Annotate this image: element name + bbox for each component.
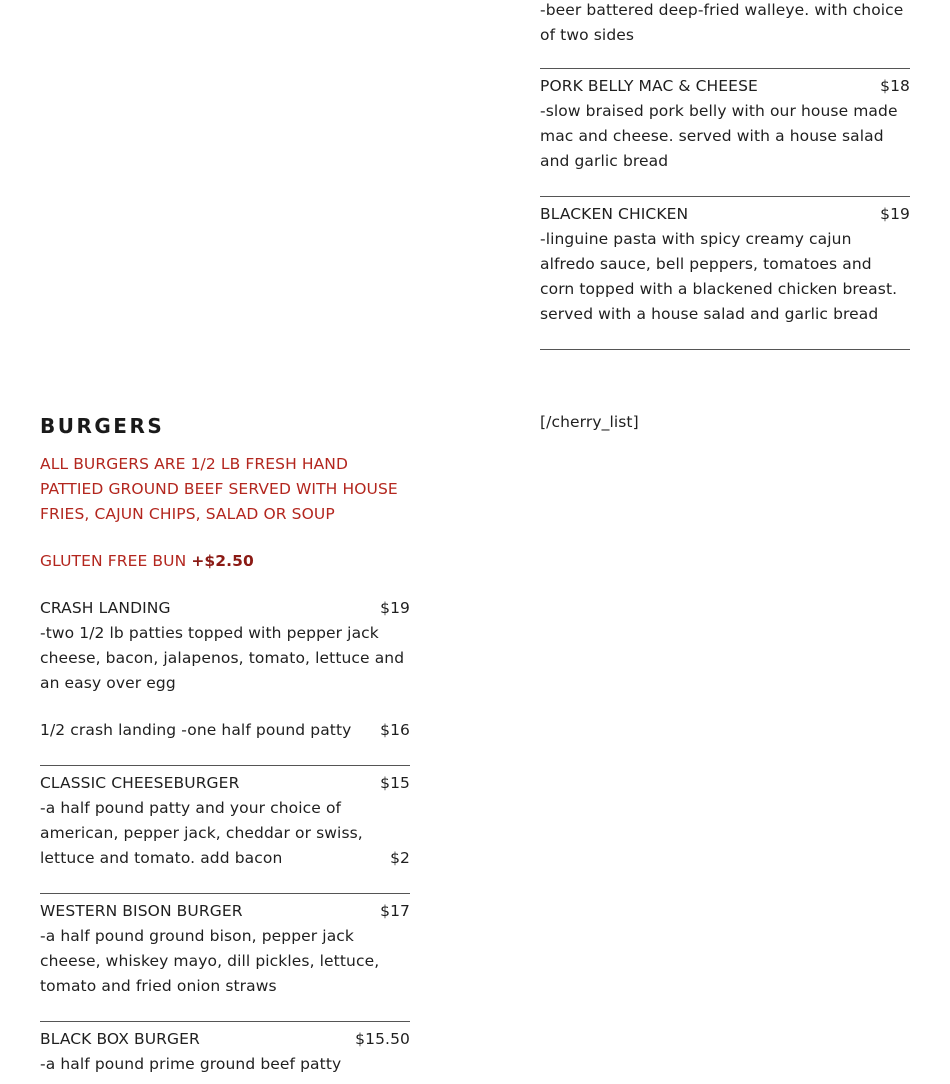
item-name: WESTERN BISON BURGER: [40, 902, 243, 920]
menu-item-western-bison-burger: [40, 899, 410, 999]
item-price: $19: [380, 599, 410, 617]
item-addon: [40, 846, 410, 871]
divider: [540, 68, 910, 69]
item-description: -a half pound ground bison, pepper jack cheese, whiskey mayo, dill pickles, lettuce, tomato and fried onion straws: [40, 927, 380, 995]
item-price: $15: [380, 774, 410, 792]
burgers-notice: ALL BURGERS ARE 1/2 LB FRESH HAND PATTIED GROUND BEEF SERVED WITH HOUSE FRIES, CAJUN CHIPS, SALAD OR SOUP: [40, 455, 398, 523]
walleye-description: -beer battered deep-fried walleye. with choice of two sides: [540, 1, 904, 44]
item-price: $19: [880, 205, 910, 223]
menu-item-crash-landing: [40, 596, 410, 743]
shortcode-text: [/cherry_list]: [540, 413, 639, 431]
menu-item-blacken-chicken: [540, 202, 910, 327]
item-name: BLACKEN CHICKEN: [540, 205, 689, 223]
variant-price: $16: [380, 721, 410, 739]
item-name: CRASH LANDING: [40, 599, 171, 617]
gluten-free-notice: [40, 549, 410, 574]
item-name: CLASSIC CHEESEBURGER: [40, 774, 240, 792]
item-price: $15.50: [355, 1030, 410, 1048]
item-name: PORK BELLY MAC & CHEESE: [540, 77, 758, 95]
gluten-free-label: GLUTEN FREE BUN: [40, 552, 187, 570]
burgers-section: [40, 412, 410, 1077]
gluten-free-price: +$2.50: [191, 552, 254, 570]
divider: [40, 1021, 410, 1022]
menu-item-black-box-burger: [40, 1027, 410, 1077]
menu-item-pork-belly: [540, 74, 910, 174]
item-variant: [40, 718, 410, 743]
divider: [540, 196, 910, 197]
item-description: -a half pound patty and your choice of american, pepper jack, cheddar or swiss,: [40, 799, 363, 842]
item-description: -slow braised pork belly with our house made mac and cheese. served with a house salad and garlic bread: [540, 102, 898, 170]
item-price: $18: [880, 77, 910, 95]
divider: [540, 349, 910, 350]
item-price: $17: [380, 902, 410, 920]
menu-item-classic-cheeseburger: [40, 771, 410, 871]
item-description: -two 1/2 lb patties topped with pepper jack cheese, bacon, jalapenos, tomato, lettuce and an easy over egg: [40, 624, 405, 692]
right-menu-column: [540, 0, 910, 435]
addon-label: lettuce and tomato. add bacon: [40, 849, 283, 867]
item-name: BLACK BOX BURGER: [40, 1030, 200, 1048]
item-description: -linguine pasta with spicy creamy cajun alfredo sauce, bell peppers, tomatoes and corn topped with a blackened chicken breast. served with a house salad and garlic bread: [540, 230, 898, 323]
addon-price: $2: [390, 849, 410, 867]
section-title: BURGERS: [40, 414, 165, 438]
variant-label: 1/2 crash landing -one half pound patty: [40, 721, 352, 739]
item-description: -a half pound prime ground beef patty: [40, 1055, 342, 1073]
divider: [40, 893, 410, 894]
divider: [40, 765, 410, 766]
